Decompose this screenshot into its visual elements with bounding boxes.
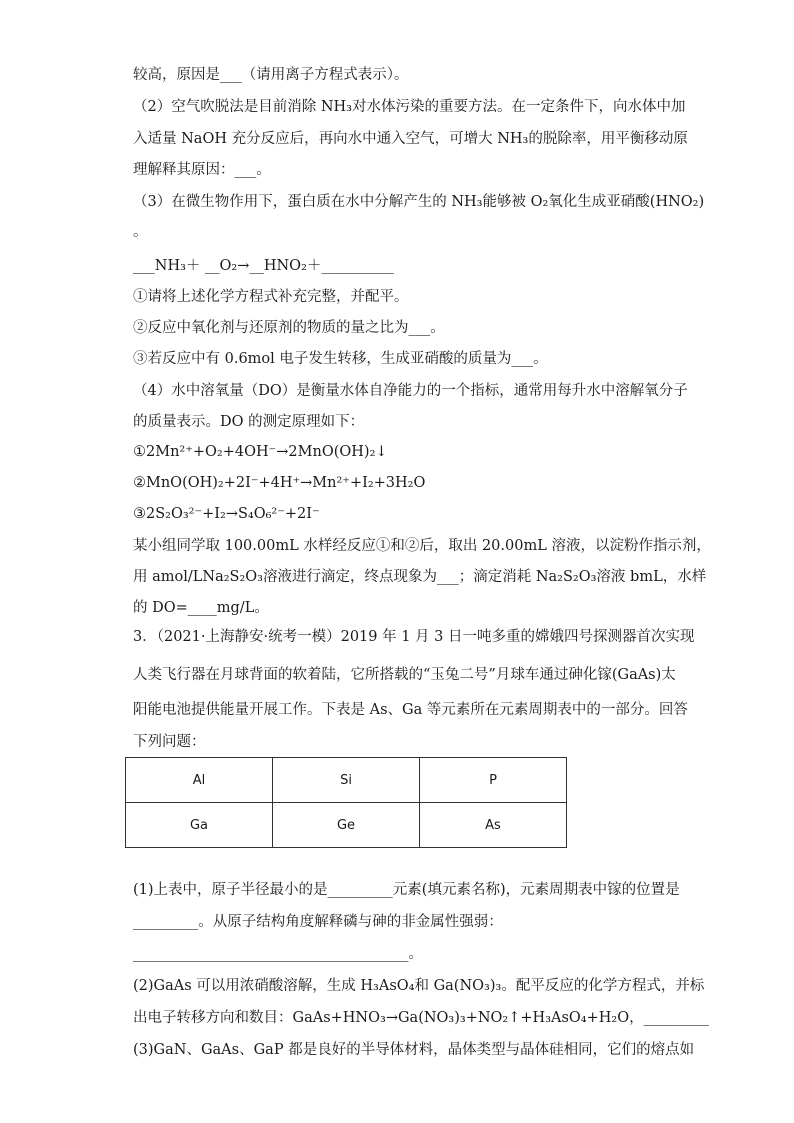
text-line: ①请将上述化学方程式补充完整，并配平。: [133, 289, 409, 305]
equation-line: ②MnO(OH)₂+2I⁻+4H⁺→Mn²⁺+I₂+3H₂O: [133, 475, 426, 491]
text-line: 的 DO=____mg/L。: [133, 600, 269, 616]
table-row: [126, 803, 567, 848]
text-line: 下列问题：: [133, 734, 206, 750]
text-line: 的质量表示。DO 的测定原理如下：: [133, 414, 365, 430]
text-line: （3）在微生物作用下，蛋白质在水中分解产生的 NH₃能够被 O₂氧化生成亚硝酸(HNO₂): [133, 194, 705, 210]
text-line: (3)GaN、GaAs、GaP 都是良好的半导体材料，晶体类型与晶体硅相同，它们的熔点如: [133, 1042, 695, 1058]
text-line: (2)GaAs 可以用浓硝酸溶解，生成 H₃AsO₄和 Ga(NO₃)₃。配平反应的化学方程式，并标: [133, 978, 705, 994]
periodic-table-fragment: [125, 757, 567, 848]
table-cell: Si: [273, 758, 420, 803]
table-cell: Ge: [273, 803, 420, 848]
text-line: 人类飞行器在月球背面的软着陆，它所搭载的“玉兔二号”月球车通过砷化镓(GaAs)太: [133, 667, 676, 683]
text-line: 用 amol/LNa₂S₂O₃溶液进行滴定，终点现象为___；滴定消耗 Na₂S₂O₃溶液 bmL，水样: [133, 569, 707, 585]
text-line: 入适量 NaOH 充分反应后，再向水中通入空气，可增大 NH₃的脱除率，用平衡移动原: [133, 131, 688, 147]
text-line: （2）空气吹脱法是目前消除 NH₃对水体污染的重要方法。在一定条件下，向水体中加: [133, 99, 686, 115]
text-line: _________。从原子结构角度解释磷与砷的非金属性强弱：: [133, 914, 503, 930]
text-line: 某小组同学取 100.00mL 水样经反应①和②后，取出 20.00mL 溶液，以淀粉作指示剂，: [133, 538, 711, 554]
table-cell: P: [420, 758, 567, 803]
answer-blank-line: ______________________________________。: [133, 946, 423, 962]
text-line: 阳能电池提供能量开展工作。下表是 As、Ga 等元素所在元素周期表中的一部分。回答: [133, 702, 688, 718]
text-line: (1)上表中，原子半径最小的是_________元素(填元素名称)，元素周期表中镓的位置是: [133, 882, 680, 898]
text-line: 较高，原因是___（请用离子方程式表示）。: [133, 67, 409, 83]
question-heading: 3．（2021·上海静安·统考一模）2019 年 1 月 3 日一吨多重的嫦娥四号探测器首次实现: [133, 629, 695, 645]
text-line: 理解释其原因：___。: [133, 162, 271, 178]
table-row: [126, 758, 567, 803]
table-cell: As: [420, 803, 567, 848]
text-line: （4）水中溶氧量（DO）是衡量水体自净能力的一个指标，通常用每升水中溶解氧分子: [133, 383, 688, 399]
equation-line: ___NH₃＋ __O₂→__HNO₂＋__________: [133, 258, 394, 274]
table-cell: Al: [126, 758, 273, 803]
table-cell: Ga: [126, 803, 273, 848]
equation-line: ③2S₂O₃²⁻+I₂→S₄O₆²⁻+2I⁻: [133, 506, 320, 522]
text-line: ③若反应中有 0.6mol 电子发生转移，生成亚硝酸的质量为___。: [133, 351, 548, 367]
text-line: ②反应中氧化剂与还原剂的物质的量之比为___。: [133, 320, 445, 336]
equation-line: 出电子转移方向和数目：GaAs+HNO₃→Ga(NO₃)₃+NO₂↑+H₃AsO₄+H₂O，_________: [133, 1010, 709, 1026]
text-line: 。: [133, 224, 148, 240]
equation-line: ①2Mn²⁺+O₂+4OH⁻→2MnO(OH)₂↓: [133, 444, 388, 460]
